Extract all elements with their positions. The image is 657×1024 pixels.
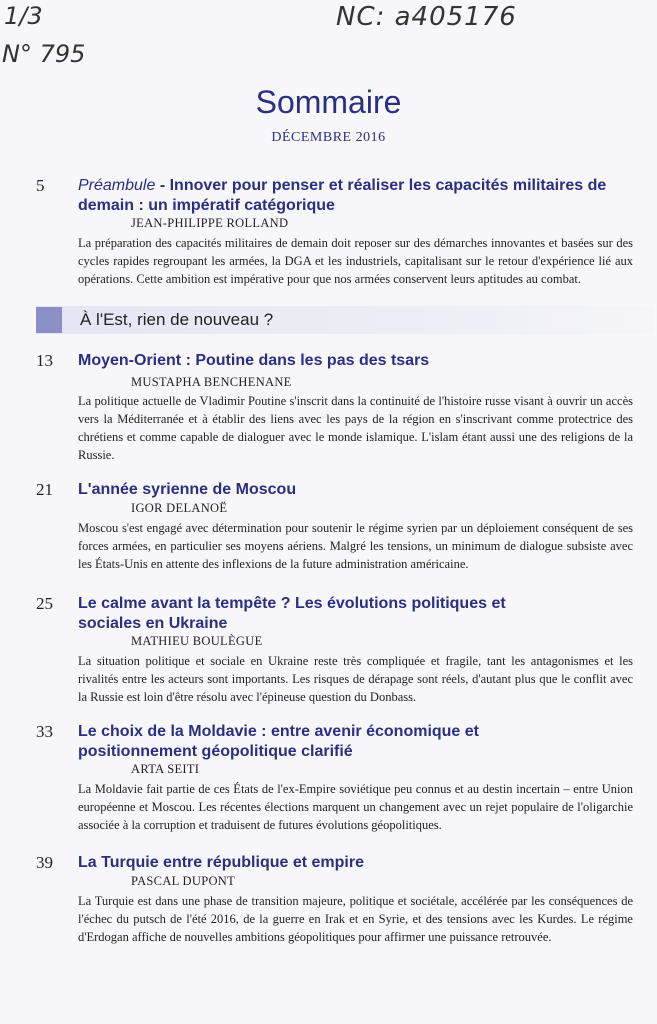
handwritten-reference: NC: a405176 [336,2,517,32]
article-abstract: La Turquie est dans une phase de transition majeure, politique et sociétale, accélérée par les conséquences de l'échec du putsch de l'été 2016, de la guerre en Irak et en Syrie, et des tensions avec les Kurdes. Le régime d'Erdogan affiche de nouvelles ambitions géopolitiques pour affirmer une puissance retrouvée. [78,894,633,944]
author-name: MUSTAPHA BENCHENANE [131,375,292,389]
author-name: MATHIEU BOULÈGUE [131,634,263,648]
page-number: 21 [36,480,53,499]
article-title [78,176,638,216]
section-title: À l'Est, rien de nouveau ? [80,310,274,329]
article-abstract: Moscou s'est engagé avec détermination pour soutenir le régime syrien par un déploiement conséquent de ses forces armées, en particulier ses moyens aériens. Malgré les tensions, un minimum de dialogue subsiste avec les États-Unis en attente des inflexions de la future administration américaine. [78,521,633,571]
article-abstract: La Moldavie fait partie de ces États de l'ex-Empire soviétique peu connus et au destin incertain – entre Union européenne et Moscou. Les récentes élections marquent un changement avec un rejet populaire de l'oligarchie associée à la corruption et traduisent de futures évolutions géopolitiques. [78,782,633,832]
page-number: 13 [36,351,53,370]
author-name: PASCAL DUPONT [131,874,236,888]
title-separator: - [155,177,170,194]
preamble-label: Préambule [78,177,156,194]
handwritten-folio: 1/3 [4,2,43,30]
article-title: Le calme avant la tempête ? Les évolutions politiques et sociales en Ukraine [78,595,506,632]
article-title: Moyen-Orient : Poutine dans les pas des tsars [78,352,430,369]
page-number: 5 [36,176,45,195]
page-title: Sommaire [255,84,402,120]
page-number: 25 [36,594,53,613]
page-number: 39 [36,853,53,872]
article-title: La Turquie entre république et empire [78,854,364,871]
section-marker [36,307,62,333]
article-abstract: La préparation des capacités militaires de demain doit reposer sur des démarches innovantes et basées sur des cycles rapides regroupant les armées, la DGA et les industriels, capitalisant sur le retour d'expérience lié aux opérations. Cette ambition est impérative pour que nos armées conservent leurs aptitudes au combat. [78,236,633,286]
article-title: Le choix de la Moldavie : entre avenir économique et positionnement géopolitique clarifié [78,723,479,760]
article-title: L'année syrienne de Moscou [78,481,297,498]
author-name: ARTA SEITI [131,762,200,776]
preamble-title: Innover pour penser et réaliser les capacités militaires de demain : un impératif catégorique [78,177,607,214]
issue-date: DÉCEMBRE 2016 [271,130,386,145]
article-abstract: La situation politique et sociale en Ukraine reste très compliquée et fragile, tant les antagonismes et les rivalités entre les acteurs sont importants. Les risques de dérapage sont réels, d'autant plus que le conflit avec la Russie est loin d'être résolu avec l'épineuse question du Donbass. [78,654,633,704]
handwritten-number: N° 795 [2,40,86,68]
page-number: 33 [36,722,53,741]
author-name: IGOR DELANOË [131,501,228,515]
article-abstract: La politique actuelle de Vladimir Poutine s'inscrit dans la continuité de l'histoire russe visant à ouvrir un accès vers la Méditerranée et à établir des liens avec les pays de la région en s'inscrivant comme protectrice des chrétiens et comme capable de dialoguer avec le monde islamique. L'islam étant aussi une des religions de la Russie. [78,394,633,462]
author-name: JEAN-PHILIPPE ROLLAND [131,216,289,230]
